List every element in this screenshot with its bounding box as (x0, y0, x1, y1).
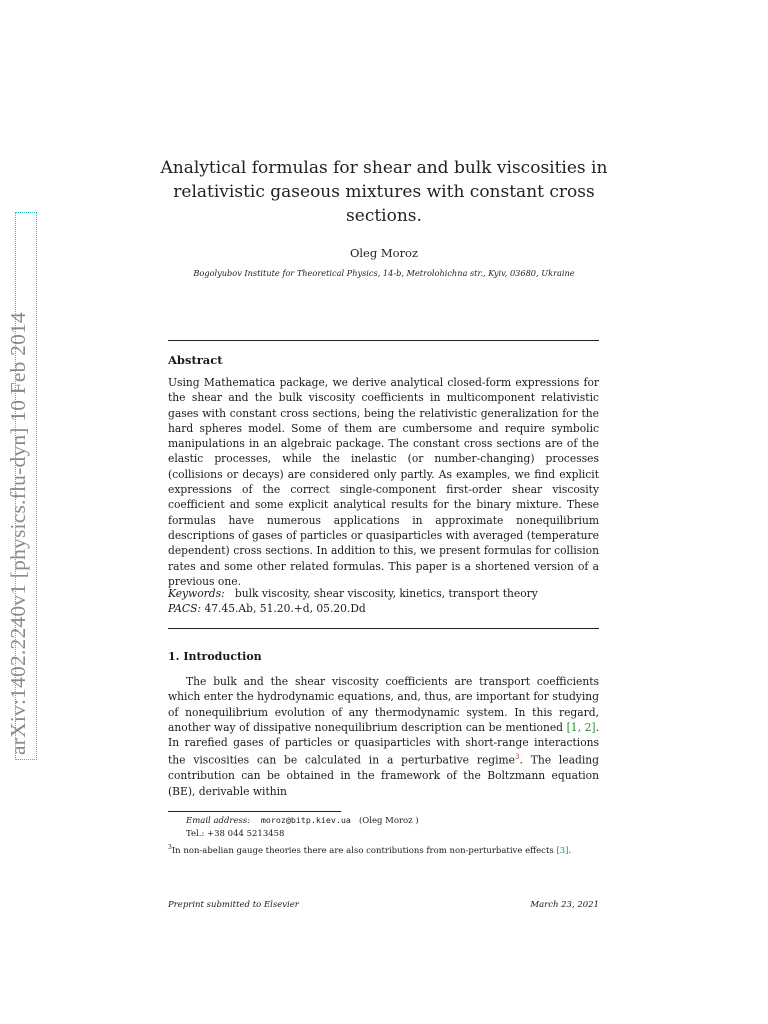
intro-text-part2: . In rarefied gases of particles or quasiparticles with short-range interactions the viscosities can be calculated in a perturbative regime (168, 720, 600, 768)
pacs-label: PACS: (168, 602, 202, 616)
email-address-link[interactable]: moroz@bitp.kiev.ua (260, 815, 351, 825)
footnote-mark-3[interactable]: 3 (515, 753, 520, 762)
keywords-value: bulk viscosity, shear viscosity, kinetics, transport theory (234, 587, 538, 600)
keywords-line (168, 586, 538, 601)
keywords-label: Keywords: (168, 587, 225, 600)
pacs-value: 47.45.Ab, 51.20.+d, 05.20.Dd (204, 602, 366, 616)
footnote-tel: Tel.: +38 044 5213458 (186, 829, 285, 839)
email-label: Email address: (186, 816, 251, 826)
citation-link-1-2[interactable]: [1, 2] (566, 720, 596, 734)
footnote-rule (168, 811, 341, 812)
arxiv-identifier: arXiv:1402.2240v1 [physics.flu-dyn] 10 Feb 2014 (6, 312, 30, 755)
intro-text-part1: The bulk and the shear viscosity coefficients are transport coefficients which enter the hydrodynamic equations, and, thus, are important for studying of nonequilibrium evolution of any thermodynamic system. In this regard, another way of dissipative nonequilibrium description can be mentioned (168, 675, 599, 734)
citation-link-3[interactable]: [3] (556, 845, 569, 856)
footnote-3-text: In non-abelian gauge theories there are also contributions from non-perturbative effects (171, 845, 557, 856)
intro-text-part3: . The leading contribution can be obtained in the framework of the Boltzmann equation (BE), derivable within (168, 754, 599, 798)
author-name: Oleg Moroz (349, 246, 419, 260)
abstract-top-rule (168, 340, 599, 341)
page-footer (168, 900, 599, 910)
footnote-3-end: . (568, 845, 572, 856)
footer-date: March 23, 2021 (530, 900, 599, 910)
footer-preprint: Preprint submitted to Elsevier (168, 900, 299, 910)
abstract-bottom-rule (168, 628, 599, 629)
introduction-paragraph (168, 674, 599, 799)
arxiv-stamp (6, 212, 37, 760)
paper-title: Analytical formulas for shear and bulk viscosities in relativistic gaseous mixtures with constant cross sections. (160, 158, 608, 226)
abstract-heading: Abstract (168, 353, 223, 367)
author-affiliation: Bogolyubov Institute for Theoretical Physics, 14-b, Metrolohichna str., Kyiv, 03680, Ukraine (193, 268, 575, 278)
footnotes (168, 814, 599, 858)
footnote-3-mark: 3 (168, 844, 172, 851)
keywords-block (168, 586, 538, 617)
pacs-line (168, 601, 538, 616)
email-owner: (Oleg Moroz ) (358, 816, 419, 826)
footnote-email (168, 814, 599, 828)
footnote-3 (168, 841, 599, 858)
abstract-text: Using Mathematica package, we derive analytical closed-form expressions for the shear and the bulk viscosity coefficients in multicomponent relativistic gases with constant cross sections, being the relativistic generalization for the hard spheres model. Some of them are cumbersome and require symbolic manipulations in an algebraic package. The constant cross sections are of the elastic processes, while the inelastic (or number-changing) processes (collisions or decays) are considered only partly. As examples, we find explicit expressions of the correct single-component first-order shear viscosity coefficient and some explicit analytical results for the binary mixture. These formulas have numerous applications in approximate nonequilibrium descriptions of gases of particles or quasiparticles with averaged (temperature dependent) cross sections. In addition to this, we present formulas for collision rates and some other related formulas. This paper is a shortened version of a previous one. (168, 376, 599, 588)
section-heading-introduction: 1. Introduction (168, 650, 262, 663)
